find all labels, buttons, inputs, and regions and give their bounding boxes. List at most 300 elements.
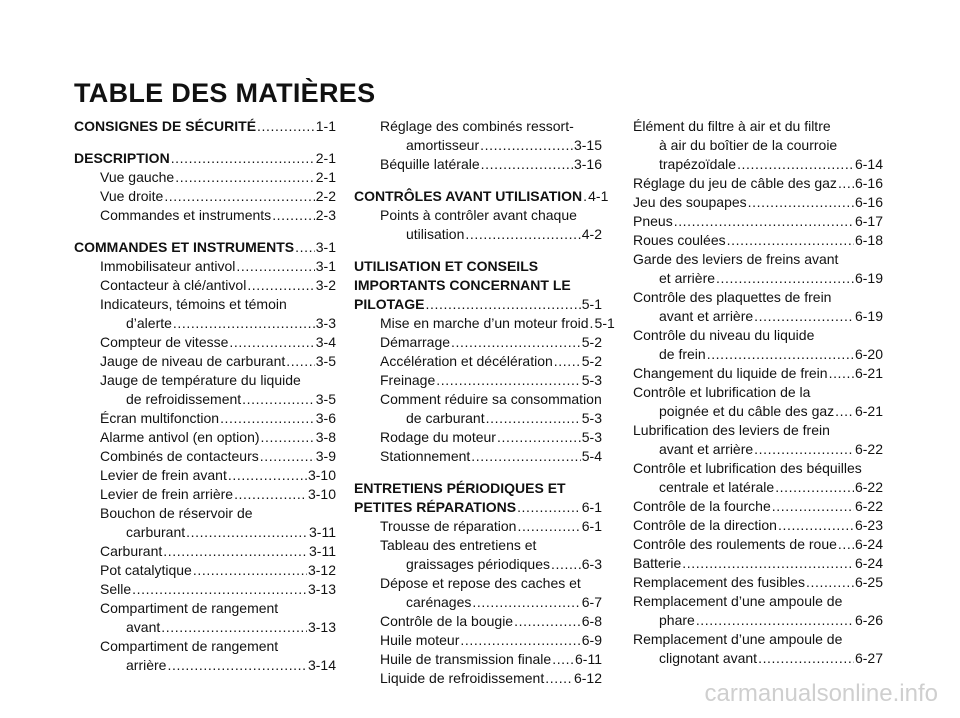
item-text: Levier de frein arrière (100, 486, 234, 502)
toc-section (74, 238, 336, 675)
toc-leader-line (74, 276, 336, 295)
dot-leader (517, 517, 580, 536)
page-number: 3-13 (307, 619, 336, 635)
page-number: 3-4 (315, 334, 336, 350)
toc-leader-line (74, 409, 336, 428)
page-number: 6-8 (581, 613, 602, 629)
dot-leader (161, 618, 307, 637)
toc-item[interactable] (74, 428, 336, 447)
item-text: Roues coulées (633, 232, 726, 248)
toc-leader-line (74, 149, 336, 168)
item-text: avant et arrière (659, 441, 754, 457)
toc-leader-line (354, 155, 602, 174)
item-text: Selle (100, 581, 132, 597)
toc-item[interactable] (74, 187, 336, 206)
item-line: Réglage des combinés ressort- (380, 118, 574, 134)
toc-leader-line (633, 497, 883, 516)
dot-leader (517, 498, 581, 517)
dot-leader (514, 612, 581, 631)
item-text: carburant (126, 524, 186, 540)
dot-leader (242, 390, 315, 409)
toc-item[interactable] (633, 193, 883, 212)
dot-leader (696, 611, 854, 630)
toc-section-heading[interactable] (354, 257, 602, 314)
toc-leader-line (74, 206, 336, 225)
heading-text: PILOTAGE (354, 296, 425, 312)
toc-leader-line (74, 523, 336, 542)
dot-leader (186, 523, 308, 542)
page-number: 3-10 (307, 486, 336, 502)
page-number: 1-1 (315, 118, 336, 134)
toc-item[interactable] (633, 117, 883, 174)
page-number: 6-16 (854, 194, 883, 210)
toc-section (633, 117, 883, 668)
toc-item[interactable] (633, 592, 883, 630)
toc-leader-line (633, 440, 883, 459)
toc-section-heading[interactable] (74, 117, 336, 136)
toc-leader-line (74, 618, 336, 637)
toc-item[interactable] (354, 631, 602, 650)
page-number: 6-21 (854, 365, 883, 381)
toc-leader-line (74, 542, 336, 561)
dot-leader (716, 269, 854, 288)
toc-leader-line (354, 295, 602, 314)
item-text: Huile moteur (380, 632, 460, 648)
item-text: Jauge de niveau de carburant (100, 353, 286, 369)
page-number: 3-9 (315, 448, 336, 464)
item-line: Dépose et repose des caches et (380, 575, 581, 591)
toc-section (354, 117, 602, 174)
toc-leader-line (74, 428, 336, 447)
dot-leader (261, 428, 315, 447)
item-text: Rodage du moteur (380, 429, 496, 445)
toc-leader-line (354, 517, 602, 536)
toc-section-heading[interactable] (74, 149, 336, 168)
dot-leader (465, 225, 580, 244)
dot-leader (545, 669, 573, 688)
toc-leader-line (633, 573, 883, 592)
toc-item[interactable] (633, 326, 883, 364)
item-text: Batterie (633, 555, 682, 571)
toc-item[interactable] (633, 364, 883, 383)
toc-leader-line (74, 352, 336, 371)
dot-leader (257, 117, 315, 136)
item-text: Liquide de refroidissement (380, 670, 545, 686)
toc-leader-line (74, 187, 336, 206)
toc-leader-line (354, 428, 602, 447)
toc-section-heading[interactable] (74, 238, 336, 257)
item-text: Réglage du jeu de câble des gaz (633, 175, 837, 191)
item-text: Remplacement des fusibles (633, 574, 805, 590)
page-number: 5-1 (581, 296, 602, 312)
page-number: 6-17 (854, 213, 883, 229)
dot-leader (583, 187, 587, 206)
toc-item[interactable] (633, 554, 883, 573)
toc-item[interactable] (633, 497, 883, 516)
page-number: 3-5 (315, 353, 336, 369)
toc-item[interactable] (74, 485, 336, 504)
dot-leader (748, 193, 854, 212)
item-line: Lubrification des leviers de frein (633, 422, 830, 438)
toc-leader-line (74, 656, 336, 675)
page-number: 6-25 (854, 574, 883, 590)
item-text: poignée et du câble des gaz (659, 403, 835, 419)
item-line: Comment réduire sa consommation (380, 391, 602, 407)
item-line: Points à contrôler avant chaque (380, 207, 577, 223)
dot-leader (806, 573, 854, 592)
page-number: 3-10 (307, 467, 336, 483)
toc-item[interactable] (354, 314, 615, 333)
heading-text: CONTRÔLES AVANT UTILISATION (354, 188, 583, 204)
toc-item[interactable] (354, 333, 602, 352)
page-number: 2-2 (315, 188, 336, 204)
toc-item[interactable] (354, 612, 602, 631)
toc-leader-line (354, 333, 602, 352)
toc-item[interactable] (354, 428, 602, 447)
page-number: 3-14 (307, 657, 336, 673)
toc-leader-line (354, 498, 602, 517)
dot-leader (551, 555, 581, 574)
toc-leader-line (354, 669, 602, 688)
watermark-text: carmanualsonline.info (704, 680, 938, 707)
toc-item[interactable] (633, 573, 883, 592)
toc-item[interactable] (354, 517, 602, 536)
dot-leader (497, 428, 581, 447)
dot-leader (163, 542, 308, 561)
page-number: 6-19 (854, 308, 883, 324)
page-number: 6-1 (581, 518, 602, 534)
toc-item[interactable] (354, 447, 602, 466)
page-number: 6-16 (854, 175, 883, 191)
page-number: 5-3 (581, 429, 602, 445)
toc-item[interactable] (354, 650, 602, 669)
dot-leader (167, 656, 307, 675)
toc-section-heading[interactable] (354, 187, 609, 206)
item-text: Accélération et décélération (380, 353, 553, 369)
page-number: 6-9 (581, 632, 602, 648)
toc-column-2 (354, 117, 615, 701)
dot-leader (775, 478, 854, 497)
dot-leader (272, 206, 315, 225)
dot-leader (260, 447, 315, 466)
toc-leader-line (633, 193, 883, 212)
page-number: 6-22 (854, 498, 883, 514)
page-number: 6-22 (854, 479, 883, 495)
toc-item[interactable] (354, 352, 602, 371)
toc-item[interactable] (74, 504, 336, 542)
item-text: Pot catalytique (100, 562, 192, 578)
toc-item[interactable] (74, 206, 336, 225)
toc-item[interactable] (74, 352, 336, 371)
page-number: 5-2 (581, 334, 602, 350)
page-number: 5-1 (594, 315, 615, 331)
toc-item[interactable] (633, 630, 883, 668)
page-number: 6-22 (854, 441, 883, 457)
toc-leader-line (354, 593, 602, 612)
heading-text: CONSIGNES DE SÉCURITÉ (74, 118, 257, 134)
item-line: Remplacement d’une ampoule de (633, 593, 843, 609)
page-number: 3-15 (573, 137, 602, 153)
toc-column-3 (633, 117, 883, 681)
toc-leader-line (74, 390, 336, 409)
toc-leader-line (74, 257, 336, 276)
page-number: 5-3 (581, 410, 602, 426)
toc-leader-line (354, 409, 602, 428)
toc-item[interactable] (633, 174, 883, 193)
toc-item[interactable] (633, 535, 883, 554)
item-text: Démarrage (380, 334, 451, 350)
dot-leader (835, 402, 854, 421)
toc-leader-line (354, 612, 602, 631)
page-number: 6-18 (854, 232, 883, 248)
toc-item[interactable] (354, 155, 602, 174)
item-line: Remplacement d’une ampoule de (633, 631, 843, 647)
page-number: 3-1 (315, 239, 336, 255)
page-number: 3-2 (315, 277, 336, 293)
item-text: avant et arrière (659, 308, 754, 324)
item-text: carénages (406, 594, 472, 610)
page-number: 6-3 (581, 556, 602, 572)
page-number: 3-11 (309, 543, 336, 559)
page-number: 3-12 (307, 562, 336, 578)
dot-leader (838, 535, 854, 554)
dot-leader (132, 580, 307, 599)
page-number: 6-26 (854, 612, 883, 628)
item-text: Jeu des soupapes (633, 194, 747, 210)
dot-leader (829, 364, 854, 383)
dot-leader (737, 155, 854, 174)
toc-item[interactable] (633, 288, 883, 326)
toc-item[interactable] (633, 212, 883, 231)
toc-item[interactable] (74, 257, 336, 276)
page-number: 6-1 (581, 499, 602, 515)
item-line: Indicateurs, témoins et témoin (100, 296, 287, 312)
item-text: Contacteur à clé/antivol (100, 277, 247, 293)
toc-item[interactable] (74, 371, 336, 409)
toc-leader-line (354, 352, 602, 371)
toc-leader-line (74, 561, 336, 580)
toc-item[interactable] (74, 466, 336, 485)
dot-leader (590, 314, 594, 333)
toc-leader-line (633, 155, 883, 174)
toc-section (74, 117, 336, 136)
page-number: 3-1 (315, 258, 336, 274)
item-text: Contrôle de la fourche (633, 498, 771, 514)
page-title: TABLE DES MATIÈRES (74, 78, 376, 108)
item-line: Contrôle et lubrification des béquilles (633, 460, 862, 476)
page-number: 3-16 (573, 156, 602, 172)
item-text: Immobilisateur antivol (100, 258, 236, 274)
toc-item[interactable] (633, 516, 883, 535)
dot-leader (234, 485, 307, 504)
item-line: Contrôle et lubrification de la (633, 384, 811, 400)
toc-leader-line (354, 650, 602, 669)
item-text: Mise en marche d’un moteur froid (380, 315, 589, 331)
toc-leader-line (354, 631, 602, 650)
toc-leader-line (633, 516, 883, 535)
toc-leader-line (633, 649, 883, 668)
item-text: Vue droite (100, 188, 164, 204)
toc-leader-line (74, 314, 336, 333)
toc-section-heading[interactable] (354, 479, 602, 517)
dot-leader (175, 168, 315, 187)
dot-leader (171, 149, 315, 168)
page-number: 3-6 (315, 410, 336, 426)
toc-leader-line (633, 231, 883, 250)
toc-leader-line (354, 555, 602, 574)
page-number: 6-7 (581, 594, 602, 610)
toc-leader-line (633, 345, 883, 364)
dot-leader (228, 466, 307, 485)
toc-leader-line (633, 478, 883, 497)
toc-leader-line (633, 174, 883, 193)
toc-item[interactable] (74, 276, 336, 295)
toc-leader-line (74, 466, 336, 485)
toc-leader-line (633, 611, 883, 630)
item-text: et arrière (659, 270, 716, 286)
item-text: Stationnement (380, 448, 471, 464)
dot-leader (754, 307, 854, 326)
toc-item[interactable] (74, 409, 336, 428)
toc-item[interactable] (633, 250, 883, 288)
dot-leader (481, 155, 573, 174)
item-text: arrière (126, 657, 167, 673)
page-number: 6-21 (854, 403, 883, 419)
dot-leader (554, 352, 581, 371)
toc-item[interactable] (74, 637, 336, 675)
page-number: 6-12 (573, 670, 602, 686)
dot-leader (552, 650, 574, 669)
dot-leader (193, 561, 307, 580)
dot-leader (451, 333, 581, 352)
toc-item[interactable] (74, 333, 336, 352)
dot-leader (471, 447, 580, 466)
toc-item[interactable] (633, 459, 883, 497)
dot-leader (236, 257, 314, 276)
toc-item[interactable] (354, 574, 602, 612)
toc-item[interactable] (354, 206, 602, 244)
toc-leader-line (74, 333, 336, 352)
item-text: Huile de transmission finale (380, 651, 552, 667)
item-text: Changement du liquide de frein (633, 365, 828, 381)
toc-leader-line (74, 485, 336, 504)
item-text: Levier de frein avant (100, 467, 227, 483)
toc-item[interactable] (633, 231, 883, 250)
dot-leader (682, 554, 854, 573)
dot-leader (460, 631, 580, 650)
toc-leader-line (74, 580, 336, 599)
page-number: 2-3 (315, 207, 336, 223)
toc-item[interactable] (354, 536, 602, 574)
page-number: 6-19 (854, 270, 883, 286)
dot-leader (758, 649, 854, 668)
page-number: 5-2 (581, 353, 602, 369)
toc-item[interactable] (633, 383, 883, 421)
dot-leader (286, 352, 315, 371)
toc-leader-line (354, 447, 602, 466)
dot-leader (229, 333, 314, 352)
item-line: Bouchon de réservoir de (100, 505, 253, 521)
page-number: 3-5 (315, 391, 336, 407)
toc-item[interactable] (74, 295, 336, 333)
toc-item[interactable] (74, 580, 336, 599)
toc-item[interactable] (74, 561, 336, 580)
dot-leader (772, 497, 854, 516)
dot-leader (727, 231, 854, 250)
toc-item[interactable] (354, 390, 602, 428)
toc-item[interactable] (74, 599, 336, 637)
dot-leader (426, 295, 581, 314)
item-line: à air du boîtier de la courroie (659, 137, 838, 153)
dot-leader (247, 276, 314, 295)
item-text: graissages périodiques (406, 556, 550, 572)
item-text: Trousse de réparation (380, 518, 517, 534)
dot-leader (674, 212, 854, 231)
item-line: Élément du filtre à air et du filtre (633, 118, 831, 134)
item-text: Combinés de contacteurs (100, 448, 259, 464)
item-line: Compartiment de rangement (100, 638, 279, 654)
toc-leader-line (633, 269, 883, 288)
item-line: Compartiment de rangement (100, 600, 279, 616)
toc-leader-line (633, 364, 883, 383)
item-text: utilisation (406, 226, 465, 242)
item-text: Alarme antivol (en option) (100, 429, 260, 445)
toc-item[interactable] (354, 371, 602, 390)
dot-leader (707, 345, 854, 364)
toc-column-1 (74, 117, 336, 688)
page-number: 6-20 (854, 346, 883, 362)
item-text: Contrôle de la direction (633, 517, 777, 533)
page-number: 4-2 (581, 226, 602, 242)
dot-leader (838, 174, 854, 193)
item-line: Contrôle des plaquettes de frein (633, 289, 832, 305)
page-number: 2-1 (315, 150, 336, 166)
toc-section (74, 149, 336, 225)
toc-item[interactable] (354, 669, 602, 688)
page-number: 4-1 (588, 188, 609, 204)
item-text: phare (659, 612, 695, 628)
heading-text: COMMANDES ET INSTRUMENTS (74, 239, 295, 255)
toc-leader-line (354, 136, 602, 155)
item-line: Contrôle du niveau du liquide (633, 327, 815, 343)
toc-leader-line (354, 225, 602, 244)
toc-item[interactable] (633, 421, 883, 459)
toc-item[interactable] (354, 117, 602, 155)
page-number: 5-4 (581, 448, 602, 464)
heading-line: ENTRETIENS PÉRIODIQUES ET (354, 480, 566, 496)
toc-section (354, 479, 602, 688)
heading-line: IMPORTANTS CONCERNANT LE (354, 277, 571, 293)
dot-leader (220, 409, 315, 428)
dot-leader (778, 516, 854, 535)
page-number: 6-24 (854, 536, 883, 552)
dot-leader (754, 440, 854, 459)
toc-leader-line (354, 371, 602, 390)
item-text: Freinage (380, 372, 436, 388)
item-text: avant (126, 619, 161, 635)
toc-leader-line (633, 402, 883, 421)
heading-text: PETITES RÉPARATIONS (354, 499, 517, 515)
item-text: trapézoïdale (659, 156, 737, 172)
page-number: 6-14 (854, 156, 883, 172)
toc-item[interactable] (74, 168, 336, 187)
dot-leader (295, 238, 315, 257)
toc-leader-line (74, 238, 336, 257)
page-number: 3-13 (307, 581, 336, 597)
heading-text: DESCRIPTION (74, 150, 170, 166)
toc-item[interactable] (74, 447, 336, 466)
toc-item[interactable] (74, 542, 336, 561)
